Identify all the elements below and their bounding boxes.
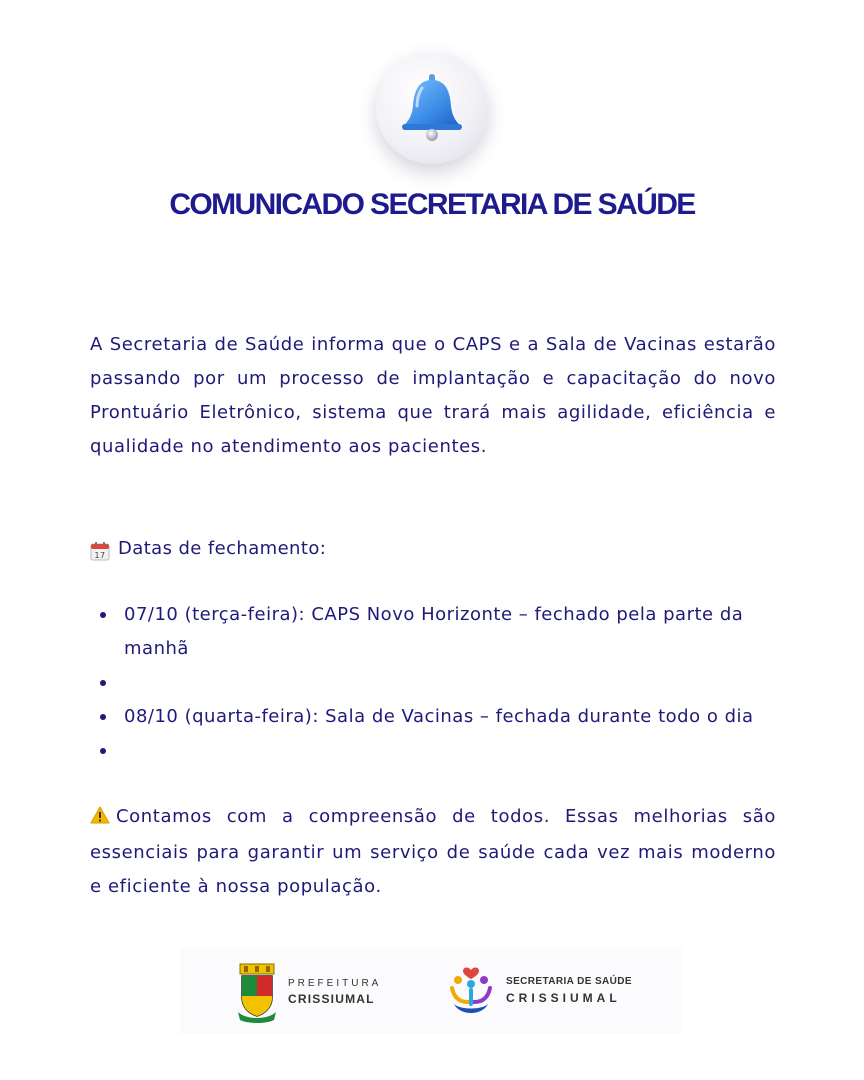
- secretaria-label: [506, 976, 632, 1005]
- bullet: [100, 680, 106, 686]
- list-item: [90, 700, 776, 734]
- page-title: COMUNICADO SECRETARIA DE SAÚDE: [169, 188, 695, 221]
- calendar-day: 17: [94, 551, 106, 560]
- warning-icon: [90, 802, 110, 836]
- secretaria-line2: CRISSIUMAL: [506, 991, 621, 1005]
- secretaria-saude-logo: [446, 964, 496, 1018]
- footer-logos: [180, 948, 682, 1034]
- dates-heading-text: Datas de fechamento:: [118, 538, 327, 559]
- list-item: [90, 666, 776, 700]
- prefeitura-label: [288, 978, 381, 1006]
- intro-paragraph: A Secretaria de Saúde informa que o CAPS e a Sala de Vacinas estarão passando por um processo de implantação e capacitação do novo Prontuário Eletrônico, sistema que trará mais agilidade, eficiência e qualidade no atendimento aos pacientes.: [90, 334, 776, 457]
- dates-list: [90, 598, 776, 768]
- prefeitura-line1: PREFEITURA: [288, 978, 382, 989]
- bell-icon: [396, 70, 468, 146]
- crissiumal-coat-of-arms-logo: [236, 962, 278, 1024]
- list-item: [90, 598, 776, 666]
- list-item: [90, 734, 776, 768]
- list-item-text: 07/10 (terça-feira): CAPS Novo Horizonte – fechado pela parte da manhã: [124, 604, 744, 659]
- closing-paragraph: [90, 800, 776, 904]
- list-item-text: 08/10 (quarta-feira): Sala de Vacinas – fechada durante todo o dia: [124, 706, 754, 727]
- calendar-icon: [90, 539, 110, 559]
- bullet: [100, 714, 106, 720]
- dates-heading: [90, 532, 326, 566]
- bullet: [100, 612, 106, 618]
- closing-text: Contamos com a compreensão de todos. Essas melhorias são essenciais para garantir um serviço de saúde cada vez mais moderno e eficiente à nossa população.: [90, 806, 776, 897]
- bullet: [100, 748, 106, 754]
- bell-badge: [376, 52, 488, 164]
- prefeitura-line2: CRISSIUMAL: [288, 992, 375, 1006]
- secretaria-line1: SECRETARIA DE SAÚDE: [506, 976, 632, 987]
